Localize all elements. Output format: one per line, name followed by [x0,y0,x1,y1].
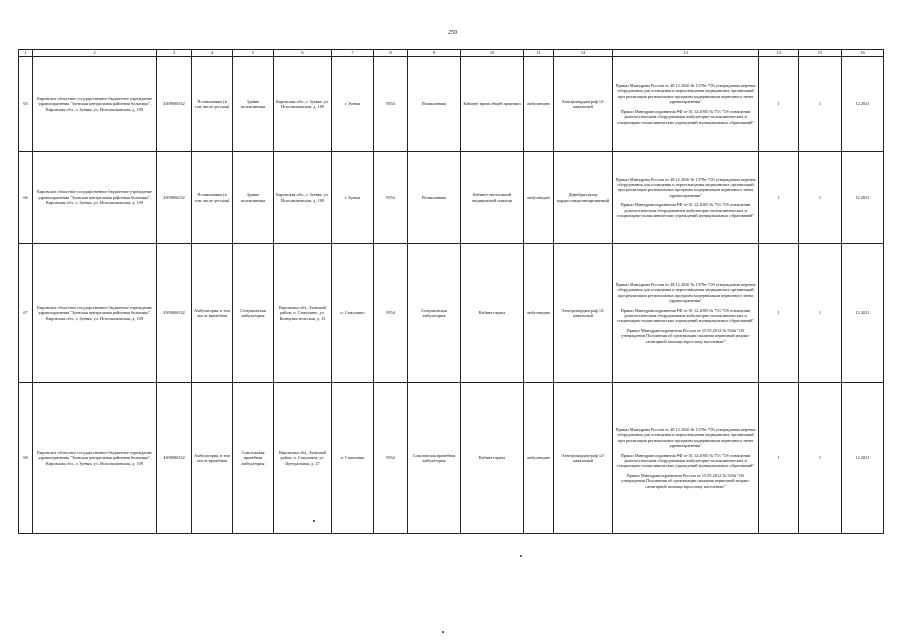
unit-type: Амбулатория, в том числе врачебная [192,244,233,383]
quantity-total: 1 [799,152,842,244]
cabinet: Кабинет неотложной медицинской помощи [461,152,524,244]
unit-type: Амбулатория, в том числе врачебная [192,383,233,534]
column-number: 10 [461,50,524,57]
cabinet: Кабинет врача [461,383,524,534]
organization-name: Кировское областное государственное бюджетное учреждение здравоохранения "Зуевская центральная районная больница", Кировская обл., г. Зуевка, ул. Исполкомовская, д. 109 [33,57,157,152]
quantity-planned: 1 [759,383,799,534]
column-number: 15 [799,50,842,57]
table-row [19,383,884,534]
order-reference: Приказ Минздравсоцразвития России от 15.05.2012 № 543н "Об утверждении Положения об организации оказания первичной медико-санитарной помощи взрослому населению" [620,472,751,489]
care-form: амбулаторно [524,244,554,383]
column-number: 14 [759,50,799,57]
organization-name: Кировское областное государственное бюджетное учреждение здравоохранения "Зуевская центральная районная больница", Кировская обл., г. Зуевка, ул. Исполкомовская, д. 109 [33,383,157,534]
unit-type: Поликлиника (в том числе детская) [192,152,233,244]
locality: п. Соколовка [332,383,374,534]
table-row [19,244,884,383]
building-address: Кировская обл., г. Зуевка, ул. Исполкомовская, д. 109 [274,152,332,244]
order-reference: Приказ Минздравсоцразвития РФ от 01.12.2005 № 753 "Об оснащении диагностическим оборудованием амбулаторно-поликлинических и стационарно-поликлинических учреждений муниципальных образований" [616,307,755,324]
delivery-date: 12.2021 [842,383,884,534]
organization-name: Кировское областное государственное бюджетное учреждение здравоохранения "Зуевская центральная районная больница", Кировская обл., г. Зуевка, ул. Исполкомовская, д. 109 [33,152,157,244]
order-reference: Приказ Минздрава России от 28.12.2020 № 1379н "Об утверждении перечня оборудования для оснащения и переоснащения медицинских организаций при реализации региональных программ модернизации первичного звена здравоохранения" [615,176,756,198]
quantity-planned: 1 [759,57,799,152]
row-number: 68 [19,383,33,534]
department: Семушинская амбулатория [408,244,461,383]
order-references [613,244,759,383]
organization-inn: 4309006332 [157,244,192,383]
scan-speck [442,631,444,633]
building-address: Кировская обл., Зуевский район, п. Соколовка, ул. Центральная, д. 27 [274,383,332,534]
column-number: 5 [233,50,274,57]
row-number: 66 [19,152,33,244]
column-number: 7 [332,50,374,57]
department: Поликлиника [408,57,461,152]
equipment-name: Электрокардиограф 12-канальный [554,383,613,534]
okato-code: 9554 [374,244,408,383]
building-address: Кировская обл., г. Зуевка, ул. Исполкомовская, д. 109 [274,57,332,152]
order-reference: Приказ Минздравсоцразвития РФ от 01.12.2005 № 753 "Об оснащении диагностическим оборудованием амбулаторно-поликлинических и стационарно-поликлинических учреждений муниципальных образований" [616,202,755,219]
order-reference: Приказ Минздрава России от 28.12.2020 № 1379н "Об утверждении перечня оборудования для оснащения и переоснащения медицинских организаций при реализации региональных программ модернизации первичного звена здравоохранения" [615,83,756,105]
scan-speck [313,520,315,522]
organization-inn: 4309006332 [157,57,192,152]
building-name: Здание поликлиники [233,152,274,244]
column-number: 9 [408,50,461,57]
order-reference: Приказ Минздрава России от 28.12.2020 № 1379н "Об утверждении перечня оборудования для оснащения и переоснащения медицинских организаций при реализации региональных программ модернизации первичного звена здравоохранения" [615,281,756,304]
column-number: 2 [33,50,157,57]
page-number: 259 [448,30,457,36]
delivery-date: 12.2021 [842,57,884,152]
equipment-registry-table [18,49,884,534]
order-references [613,383,759,534]
order-reference: Приказ Минздрава России от 28.12.2020 № 1379н "Об утверждении перечня оборудования для оснащения и переоснащения медицинских организаций при реализации региональных программ модернизации первичного звена здравоохранения" [615,426,756,449]
column-number: 6 [274,50,332,57]
cabinet: Кабинет врача общей практики [461,57,524,152]
delivery-date: 12.2021 [842,152,884,244]
order-reference: Приказ Минздравсоцразвития РФ от 01.12.2005 № 753 "Об оснащении диагностическим оборудованием амбулаторно-поликлинических и стационарно-поликлинических учреждений муниципальных образований" [616,452,755,469]
column-number: 3 [157,50,192,57]
row-number: 67 [19,244,33,383]
cabinet: Кабинет врача [461,244,524,383]
row-number: 65 [19,57,33,152]
delivery-date: 12.2021 [842,244,884,383]
table-row [19,152,884,244]
building-name: Семушинская амбулатория [233,244,274,383]
equipment-name: Электрокардиограф 12-канальный [554,244,613,383]
care-form: амбулаторно [524,383,554,534]
order-references [613,152,759,244]
column-number: 16 [842,50,884,57]
unit-type: Поликлиника (в том числе детская) [192,57,233,152]
organization-inn: 4309006332 [157,152,192,244]
column-number: 12 [554,50,613,57]
locality: г. Зуевка [332,152,374,244]
organization-inn: 4309006332 [157,383,192,534]
locality: г. Зуевка [332,57,374,152]
okato-code: 9554 [374,383,408,534]
locality: п. Семушино [332,244,374,383]
order-reference: Приказ Минздравсоцразвития РФ от 01.12.2005 № 753 "Об оснащении диагностическим оборудованием амбулаторно-поликлинических и стационарно-поликлинических учреждений муниципальных образований" [616,108,755,125]
scan-speck [520,555,522,557]
care-form: амбулаторно [524,57,554,152]
order-reference: Приказ Минздравсоцразвития России от 15.05.2012 № 543н "Об утверждении Положения об организации оказания первичной медико-санитарной помощи взрослому населению" [620,327,751,344]
equipment-name: Электрокардиограф 12-канальный [554,57,613,152]
okato-code: 9554 [374,57,408,152]
quantity-total: 1 [799,383,842,534]
building-name: Соколовская врачебная амбулатория [233,383,274,534]
quantity-total: 1 [799,57,842,152]
column-number: 8 [374,50,408,57]
equipment-name: Дефибриллятор кардиосинхронизированный [554,152,613,244]
column-number: 13 [613,50,759,57]
table-row [19,57,884,152]
quantity-total: 1 [799,244,842,383]
building-address: Кировская обл., Зуевский район, п. Семушино, ул. Коммунистическая, д. 13 [274,244,332,383]
building-name: Здание поликлиники [233,57,274,152]
okato-code: 9554 [374,152,408,244]
department: Поликлиника [408,152,461,244]
order-references [613,57,759,152]
organization-name: Кировское областное государственное бюджетное учреждение здравоохранения "Зуевская центральная районная больница", Кировская обл., г. Зуевка, ул. Исполкомовская, д. 109 [33,244,157,383]
quantity-planned: 1 [759,244,799,383]
column-number: 1 [19,50,33,57]
column-number: 11 [524,50,554,57]
column-number-row [19,50,884,57]
care-form: амбулаторно [524,152,554,244]
department: Соколовская врачебная амбулатория [408,383,461,534]
quantity-planned: 1 [759,152,799,244]
column-number: 4 [192,50,233,57]
